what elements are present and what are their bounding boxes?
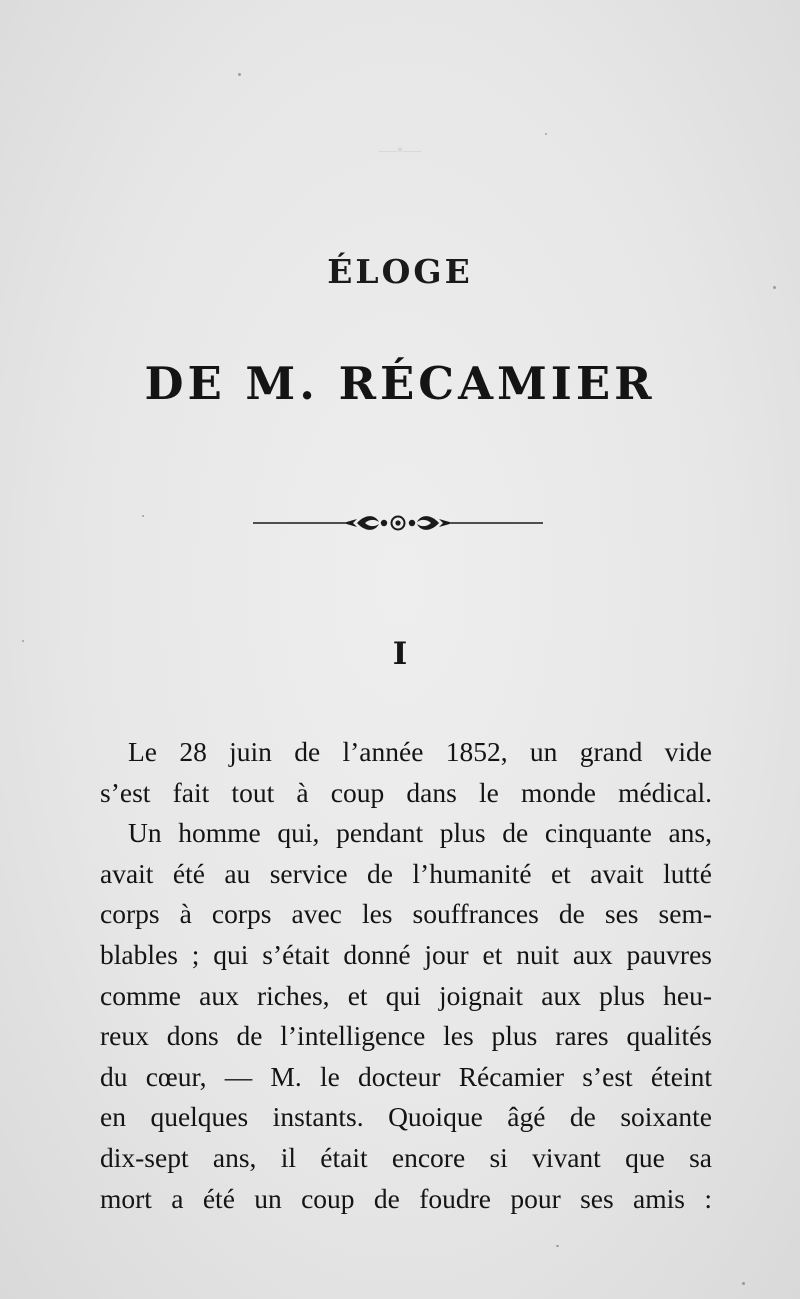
paragraph-line: avait été au service de l’humanité et avait lutté [100,857,712,889]
paragraph-line: comme aux riches, et qui joignait aux plus heu- [100,979,712,1011]
paragraph-line: en quelques instants. Quoique âgé de soixante [100,1101,712,1133]
paragraph-line: dix-sept ans, il était encore si vivant que sa [100,1141,712,1173]
heading-main-title: DE M. RÉCAMIER [144,357,656,410]
ornament-divider-icon [253,510,543,536]
paragraph-line: s’est fait tout à coup dans le monde médical. [100,776,712,808]
paper-speck [142,515,144,517]
bleed-through-header: —•— [378,140,422,160]
section-number: I [392,636,408,672]
paragraph-line: Un homme qui, pendant plus de cinquante ans, [128,817,712,849]
heading-eloge: ÉLOGE [327,252,473,291]
paragraph-line: Le 28 juin de l’année 1852, un grand vide [128,736,712,767]
paper-speck [545,133,547,135]
paper-speck [742,1282,745,1285]
paragraph-line: blables ; qui s’était donné jour et nuit aux pauvres [100,938,712,970]
paragraph-line: du cœur, — M. le docteur Récamier s’est éteint [100,1060,712,1092]
paper-speck [22,640,24,642]
paper-speck [556,1245,559,1247]
paragraph-line: reux dons de l’intelligence les plus rares qualités [100,1020,712,1052]
paper-speck [773,286,776,289]
paragraph-line: corps à corps avec les souffrances de ses sem- [100,898,712,930]
paper-speck [238,73,241,76]
body-paragraph [100,732,712,1219]
paragraph-line: mort a été un coup de foudre pour ses amis : [100,1182,712,1214]
